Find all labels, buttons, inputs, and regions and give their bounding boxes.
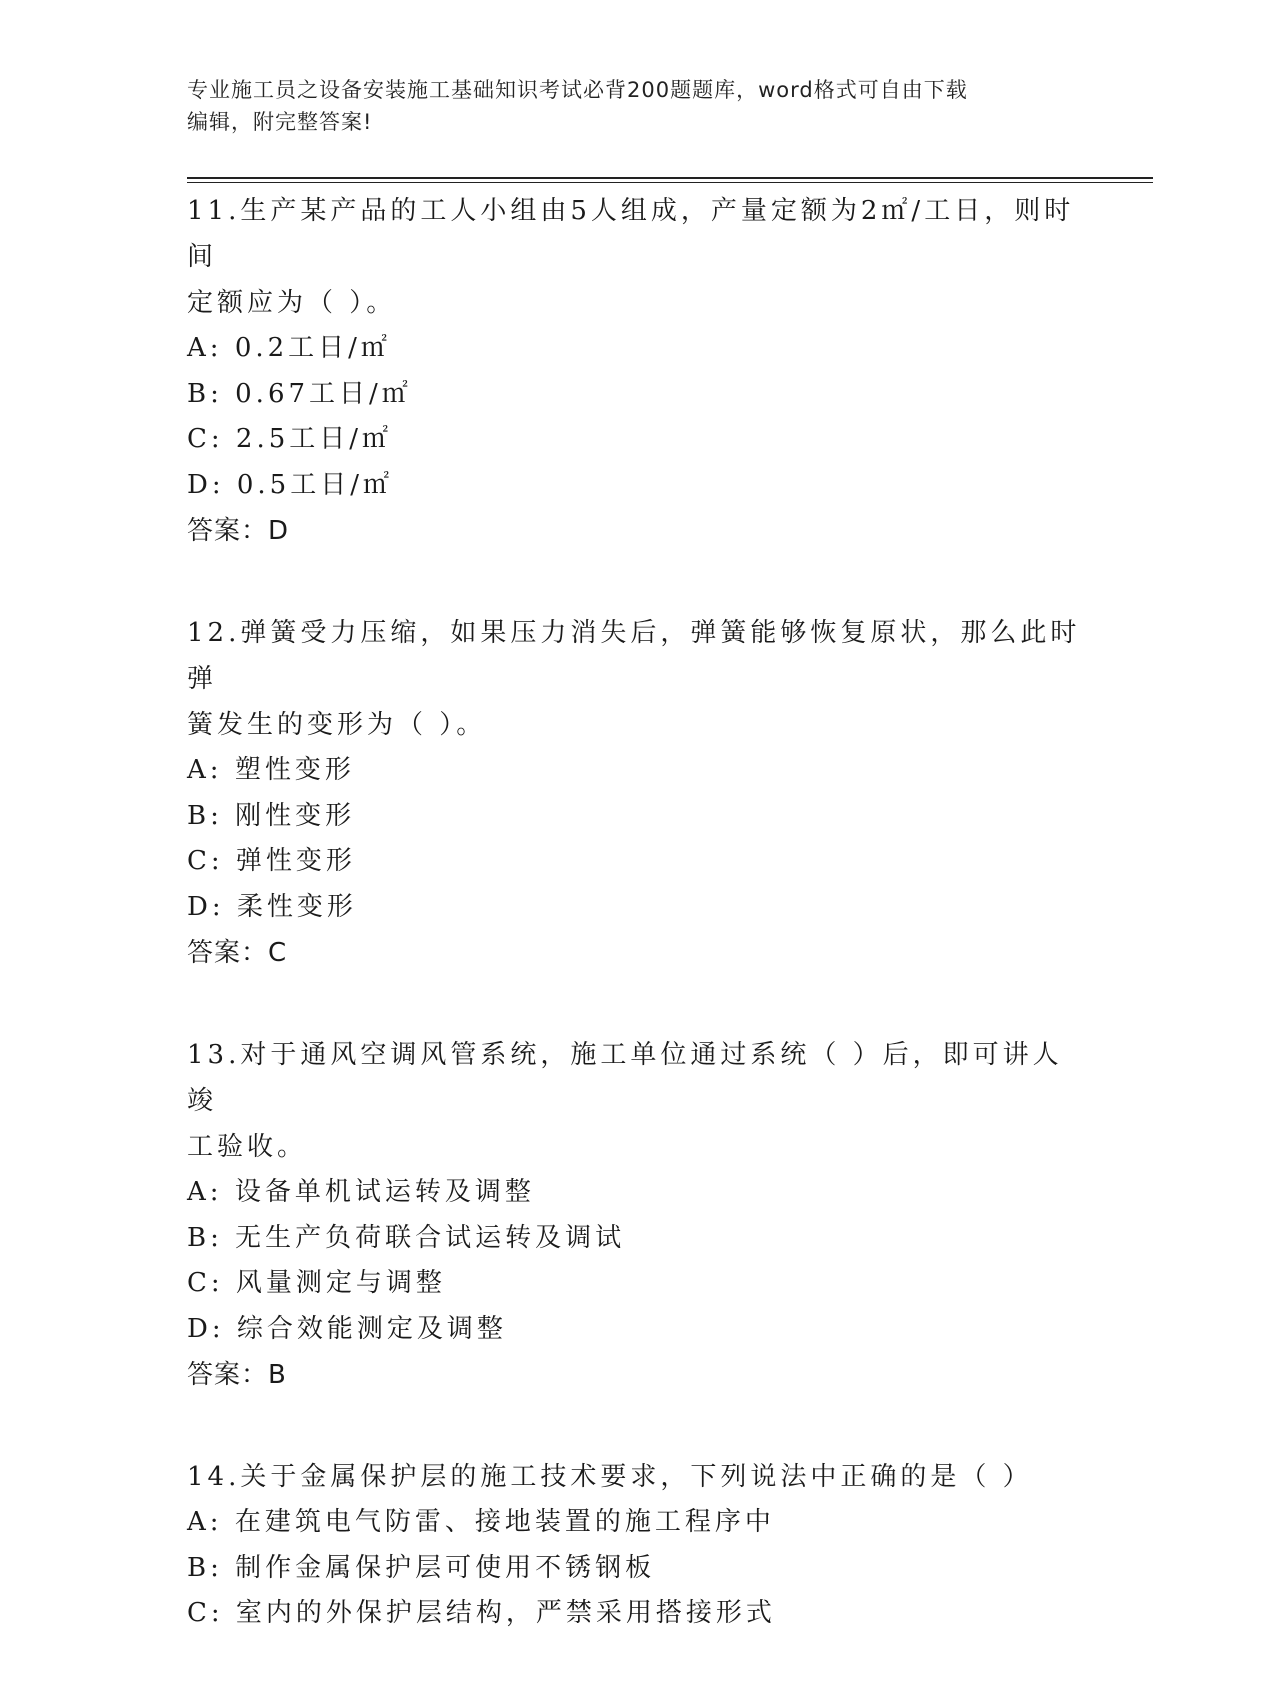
- option-letter: C:: [187, 1268, 224, 1298]
- answer-line: 答案：C: [187, 938, 288, 968]
- option-letter: C:: [187, 424, 224, 454]
- option-letter: D:: [187, 469, 225, 500]
- option-letter: B:: [187, 800, 223, 831]
- option-text: 弹性变形: [235, 846, 356, 876]
- option-a: [187, 1500, 1087, 1546]
- option-text: 综合效能测定及调整: [236, 1313, 507, 1344]
- option-letter: B:: [187, 378, 223, 409]
- option-text: 刚性变形: [235, 800, 356, 831]
- option-d: [187, 885, 1087, 931]
- answer-line: 答案：D: [187, 516, 290, 546]
- header-divider-thin: [187, 182, 1153, 183]
- option-d: [187, 1307, 1087, 1353]
- option-a: [187, 748, 1087, 794]
- header-divider-thick: [187, 177, 1153, 179]
- option-text: 设备单机试运转及调整: [234, 1177, 535, 1207]
- option-a: [187, 326, 1087, 372]
- option-b: [187, 794, 1087, 840]
- option-text: 制作金属保护层可使用不锈钢板: [235, 1552, 656, 1583]
- option-text: 无生产负荷联合试运转及调试: [235, 1222, 626, 1253]
- answer-line: 答案：B: [187, 1360, 287, 1390]
- question-stem-line-2: 定额应为（ ）。: [187, 288, 397, 318]
- question-14: [187, 1454, 1087, 1637]
- option-letter: D:: [187, 1313, 225, 1344]
- option-letter: C:: [187, 846, 224, 876]
- header-title-line-1: 专业施工员之设备安装施工基础知识考试必背200题题库，word格式可自由下载: [187, 78, 968, 102]
- option-text: 风量测定与调整: [235, 1268, 446, 1298]
- option-text: 塑性变形: [234, 755, 355, 785]
- option-c: [187, 417, 1087, 463]
- question-list: [187, 188, 1087, 1693]
- question-stem-line-1: 12.弹簧受力压缩，如果压力消失后，弹簧能够恢复原状，那么此时弹: [187, 618, 1081, 694]
- option-letter: B:: [187, 1222, 223, 1253]
- question-stem-line-2: 工验收。: [187, 1132, 308, 1162]
- question-stem-line-1: 13.对于通风空调风管系统，施工单位通过系统（ ）后，即可讲人竣: [187, 1040, 1063, 1116]
- question-13: [187, 1032, 1087, 1398]
- option-a: [187, 1170, 1087, 1216]
- header-title-line-2: 编辑，附完整答案!: [187, 110, 373, 134]
- document-header: [187, 74, 1087, 138]
- option-b: [187, 372, 1087, 418]
- option-c: [187, 839, 1087, 885]
- option-text: 在建筑电气防雷、接地装置的施工程序中: [234, 1507, 775, 1537]
- option-letter: B:: [187, 1552, 223, 1583]
- option-text: 0.5工日/㎡: [236, 469, 393, 500]
- option-text: 0.2工日/㎡: [234, 333, 391, 363]
- option-letter: D:: [187, 891, 225, 922]
- option-letter: A:: [187, 1507, 223, 1537]
- option-text: 柔性变形: [236, 891, 357, 922]
- option-letter: A:: [187, 755, 223, 785]
- question-stem-line-1: 11.生产某产品的工人小组由5人组成，产量定额为2㎡/工日，则时间: [187, 196, 1075, 272]
- option-c: [187, 1591, 1087, 1637]
- option-b: [187, 1216, 1087, 1262]
- question-stem-line-1: 14.关于金属保护层的施工技术要求，下列说法中正确的是（ ）: [187, 1462, 1033, 1492]
- question-stem-line-2: 簧发生的变形为（ ）。: [187, 710, 487, 740]
- question-11: [187, 188, 1087, 554]
- option-text: 2.5工日/㎡: [235, 424, 393, 454]
- option-text: 室内的外保护层结构，严禁采用搭接形式: [235, 1598, 776, 1628]
- option-letter: A:: [187, 1177, 223, 1207]
- option-text: 0.67工日/㎡: [235, 378, 412, 409]
- option-d: [187, 463, 1087, 509]
- option-b: [187, 1546, 1087, 1592]
- option-c: [187, 1261, 1087, 1307]
- question-12: [187, 610, 1087, 976]
- option-letter: A:: [187, 333, 223, 363]
- option-letter: C:: [187, 1598, 224, 1628]
